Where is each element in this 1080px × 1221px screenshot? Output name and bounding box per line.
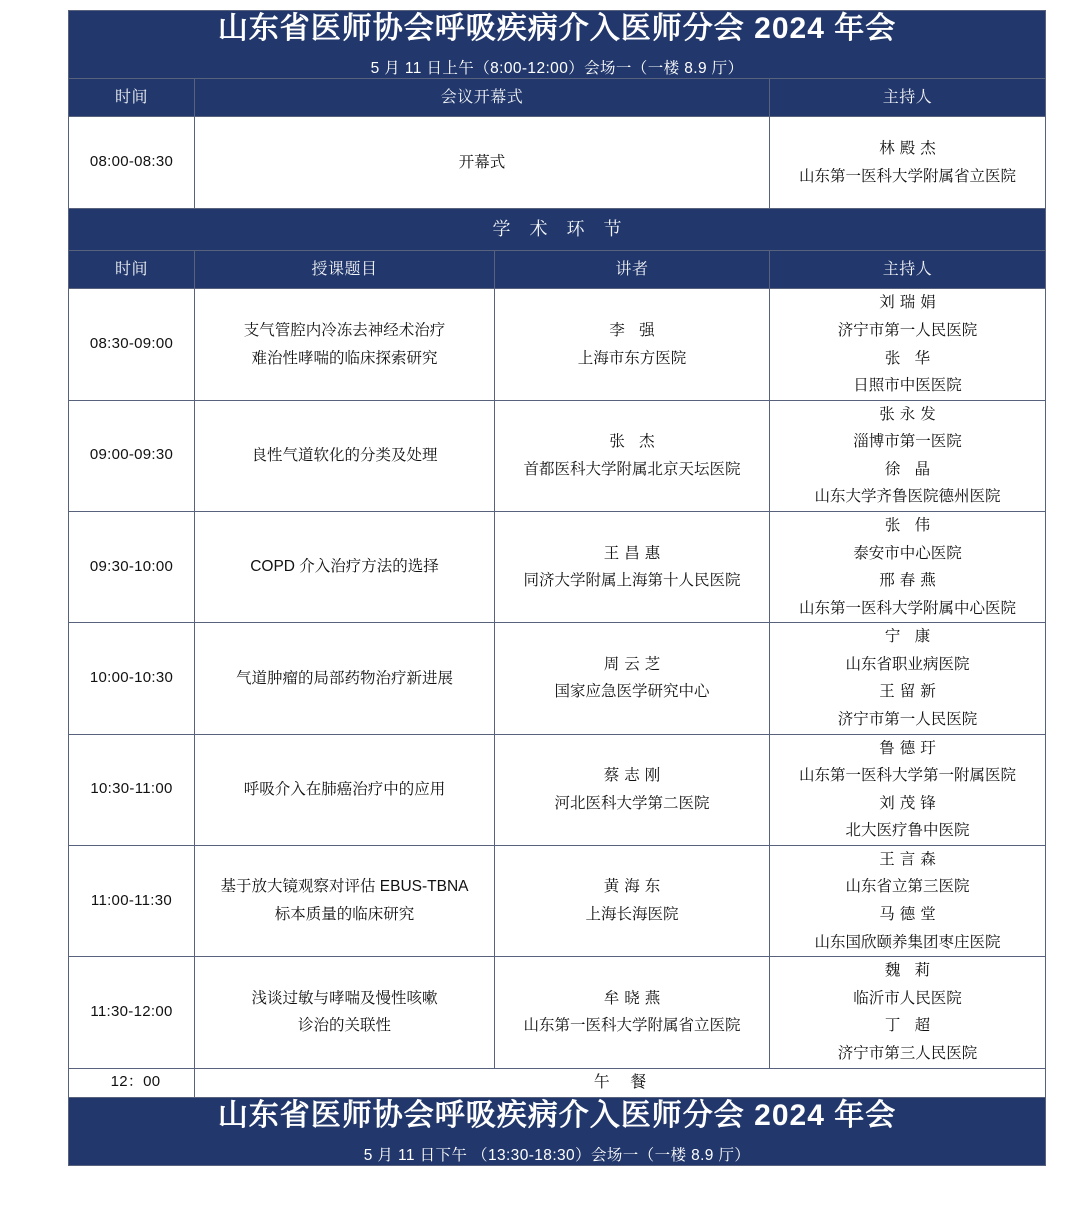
session-speaker: [495, 623, 770, 734]
academic-section-title-row: [69, 209, 1046, 251]
topic-line-1: 浅谈过敏与哮喘及慢性咳嗽: [251, 989, 438, 1007]
session-topic: [195, 400, 495, 511]
topic-line-1: 良性气道软化的分类及处理: [251, 447, 438, 465]
top-banner-row: [69, 11, 1046, 79]
bottom-banner-row: [69, 1098, 1046, 1166]
lunch-label: 午 餐: [195, 1068, 1046, 1097]
moderator-2-org: 山东国欣颐养集团枣庄医院: [814, 933, 1001, 951]
moderator-2-name: 徐 晶: [884, 460, 936, 478]
col-header-topic: 授课题目: [195, 251, 495, 289]
session-time: 09:30-10:00: [69, 511, 195, 622]
session-speaker: [495, 957, 770, 1068]
session-topic: [195, 957, 495, 1068]
session-moderators: [770, 734, 1046, 845]
moderator-1-org: 山东第一医科大学第一附属医院: [799, 767, 1017, 785]
session-topic: [195, 511, 495, 622]
footer-conference-subtitle: 5 月 11 日下午 （13:30-18:30）会场一（一楼 8.9 厅）: [363, 1146, 751, 1164]
table-row: [69, 117, 1046, 209]
col-header-speaker: 讲者: [495, 251, 770, 289]
topic-line-2: 标本质量的临床研究: [274, 906, 415, 924]
table-row: [69, 400, 1046, 511]
academic-header-row: [69, 251, 1046, 289]
session-speaker: [495, 511, 770, 622]
speaker-org: 首都医科大学附属北京天坛医院: [523, 460, 741, 478]
session-speaker: [495, 289, 770, 400]
moderator-1-org: 泰安市中心医院: [853, 544, 962, 562]
moderator-2-org: 济宁市第三人民医院: [837, 1044, 978, 1062]
bottom-banner: [69, 1098, 1046, 1166]
col-header-time: 时间: [69, 79, 195, 117]
conference-title: 山东省医师协会呼吸疾病介入医师分会 2024 年会: [217, 12, 897, 45]
session-topic: [195, 734, 495, 845]
speaker-org: 国家应急医学研究中心: [554, 683, 710, 701]
moderator-2-org: 济宁市第一人民医院: [837, 711, 978, 729]
moderator-2-name: 马德堂: [879, 906, 941, 924]
session-moderators: [770, 957, 1046, 1068]
moderator-1-name: 张永发: [879, 405, 941, 423]
session-speaker: [495, 400, 770, 511]
moderator-2-org: 日照市中医医院: [853, 377, 962, 395]
table-row: [69, 511, 1046, 622]
moderator-1-name: 鲁德玗: [879, 739, 941, 757]
moderator-1-org: 山东省职业病医院: [845, 655, 970, 673]
session-topic: [195, 623, 495, 734]
table-row: [69, 957, 1046, 1068]
lunch-time: 12：00: [69, 1068, 195, 1097]
moderator-1-name: 王言森: [879, 850, 941, 868]
conference-subtitle: 5 月 11 日上午（8:00-12:00）会场一（一楼 8.9 厅）: [370, 59, 744, 77]
session-moderators: [770, 845, 1046, 956]
table-row: [69, 734, 1046, 845]
col-header-opening-event: 会议开幕式: [195, 79, 770, 117]
speaker-org: 山东第一医科大学附属省立医院: [523, 1017, 741, 1035]
session-time: 10:00-10:30: [69, 623, 195, 734]
moderator-org: 山东第一医科大学附属省立医院: [799, 167, 1017, 185]
session-speaker: [495, 734, 770, 845]
top-banner: [69, 11, 1046, 79]
opening-header-row: [69, 79, 1046, 117]
speaker-name: 张 杰: [609, 433, 660, 451]
session-time: 09:00-09:30: [69, 400, 195, 511]
schedule-table: [68, 10, 1046, 1166]
moderator-1-org: 淄博市第一医院: [853, 433, 962, 451]
speaker-name: 李 强: [609, 321, 660, 339]
moderator-name: 林殿杰: [879, 140, 941, 158]
moderator-1-name: 魏 莉: [884, 962, 936, 980]
speaker-org: 同济大学附属上海第十人民医院: [523, 572, 741, 590]
moderator-1-org: 山东省立第三医院: [845, 878, 970, 896]
moderator-2-name: 张 华: [884, 349, 936, 367]
lunch-row: [69, 1068, 1046, 1097]
topic-line-1: COPD 介入治疗方法的选择: [250, 558, 439, 576]
speaker-name: 蔡志刚: [603, 767, 666, 785]
footer-conference-title: 山东省医师协会呼吸疾病介入医师分会 2024 年会: [217, 1099, 897, 1132]
moderator-1-name: 宁 康: [884, 628, 936, 646]
opening-time: 08:00-08:30: [69, 117, 195, 209]
moderator-1-org: 临沂市人民医院: [853, 989, 962, 1007]
topic-line-1: 呼吸介入在肺癌治疗中的应用: [243, 780, 446, 798]
topic-line-1: 气道肿瘤的局部药物治疗新进展: [235, 669, 453, 687]
session-moderators: [770, 623, 1046, 734]
moderator-1-org: 济宁市第一人民医院: [837, 321, 978, 339]
speaker-name: 黄海东: [603, 878, 666, 896]
moderator-2-name: 刘茂锋: [879, 794, 941, 812]
speaker-org: 上海市东方医院: [577, 349, 687, 367]
session-moderators: [770, 400, 1046, 511]
session-time: 08:30-09:00: [69, 289, 195, 400]
table-row: [69, 289, 1046, 400]
session-time: 10:30-11:00: [69, 734, 195, 845]
speaker-org: 上海长海医院: [585, 906, 679, 924]
topic-line-2: 诊治的关联性: [297, 1017, 391, 1035]
speaker-name: 牟晓燕: [603, 989, 666, 1007]
academic-section-title: 学 术 环 节: [69, 209, 1046, 251]
session-moderators: [770, 289, 1046, 400]
speaker-name: 王昌惠: [603, 544, 666, 562]
table-row: [69, 623, 1046, 734]
moderator-2-name: 丁 超: [884, 1017, 936, 1035]
table-row: [69, 845, 1046, 956]
col-header-time: 时间: [69, 251, 195, 289]
topic-line-2: 难治性哮喘的临床探索研究: [251, 349, 438, 367]
col-header-moderator: 主持人: [770, 251, 1046, 289]
moderator-2-name: 邢春燕: [879, 572, 941, 590]
moderator-2-name: 王留新: [879, 683, 941, 701]
speaker-name: 周云芝: [603, 655, 666, 673]
session-time: 11:00-11:30: [69, 845, 195, 956]
moderator-2-org: 山东第一医科大学附属中心医院: [799, 599, 1017, 617]
speaker-org: 河北医科大学第二医院: [554, 794, 710, 812]
opening-event: 开幕式: [195, 117, 770, 209]
opening-moderator: [770, 117, 1046, 209]
moderator-2-org: 山东大学齐鲁医院德州医院: [814, 488, 1001, 506]
session-topic: [195, 289, 495, 400]
session-topic: [195, 845, 495, 956]
col-header-moderator: 主持人: [770, 79, 1046, 117]
session-speaker: [495, 845, 770, 956]
moderator-1-name: 张 伟: [884, 516, 936, 534]
session-time: 11:30-12:00: [69, 957, 195, 1068]
topic-line-1: 支气管腔内冷冻去神经术治疗: [243, 321, 446, 339]
moderator-1-name: 刘瑞娟: [879, 294, 941, 312]
moderator-2-org: 北大医疗鲁中医院: [845, 822, 970, 840]
topic-line-1: 基于放大镜观察对评估 EBUS-TBNA: [220, 878, 469, 896]
session-moderators: [770, 511, 1046, 622]
